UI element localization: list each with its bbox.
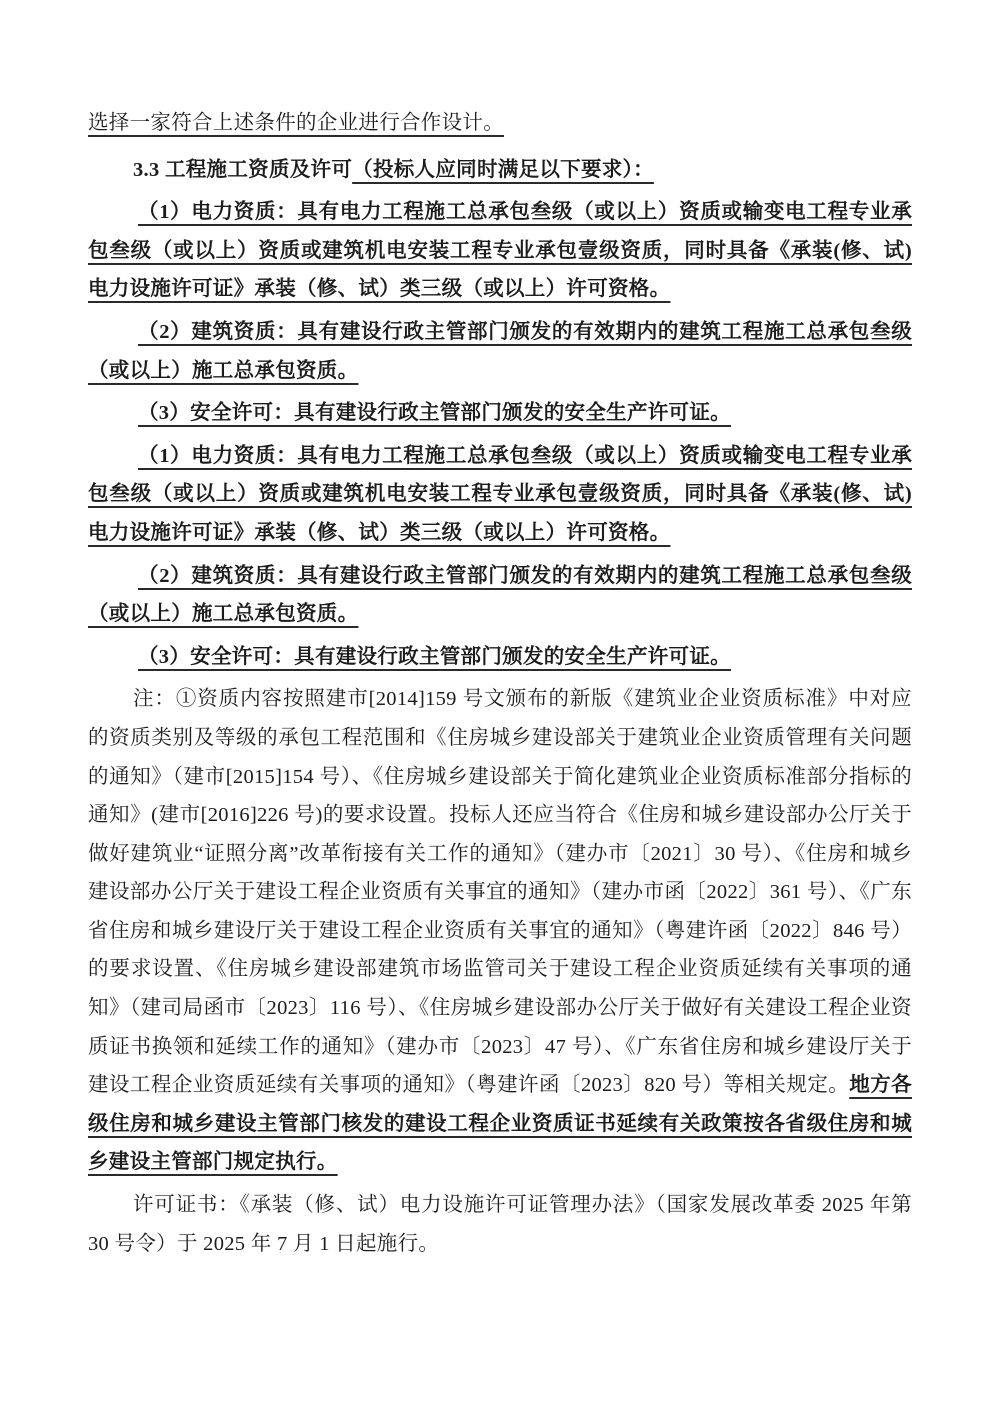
requirement-building-repeat: （2）建筑资质：具有建设行政主管部门颁发的有效期内的建筑工程施工总承包叁级（或以上）施工总承包资质。 — [88, 564, 912, 626]
section-heading — [88, 151, 912, 190]
note-body-text: 注：①资质内容按照建市[2014]159 号文颁布的新版《建筑业企业资质标准》中对应的资质类别及等级的承包工程范围和《住房城乡建设部关于建筑业企业资质管理有关问题的通知》（建市[2015]154 号）、《住房城乡建设部关于简化建筑业企业资质标准部分指标的通知》(建市[2016]226 号)的要求设置。投标人还应当符合《住房和城乡建设部办公厅关于做好建筑业“证照分离”改革衔接有关工作的通知》（建办市〔2021〕30 号）、《住房和城乡建设部办公厅关于建设工程企业资质有关事宜的通知》（建办市函〔2022〕361 号）、《广东省住房和城乡建设厅关于建设工程企业资质有关事宜的通知》（粤建许函〔2022〕846 号）的要求设置、《住房城乡建设部建筑市场监管司关于建设工程企业资质延续有关事项的通知》（建司局函市〔2023〕116 号）、《住房城乡建设部办公厅关于做好有关建设工程企业资质证书换领和延续工作的通知》（建办市〔2023〕47 号）、《广东省住房和城乡建设厅关于建设工程企业资质延续有关事项的通知》（粤建许函〔2023〕820 号）等相关规定。 — [88, 688, 912, 1097]
section-heading-title: 3.3 工程施工资质及许可 — [133, 158, 353, 181]
requirement-power-repeat: （1）电力资质：具有电力工程施工总承包叁级（或以上）资质或输变电工程专业承包叁级（或以上）资质或建筑机电安装工程专业承包壹级资质，同时具备《承装(修、试)电力设施许可证》承装（修、试）类三级（或以上）许可资格。 — [88, 444, 912, 544]
requirement-power-first: （1）电力资质：具有电力工程施工总承包叁级（或以上）资质或输变电工程专业承包叁级（或以上）资质或建筑机电安装工程专业承包壹级资质，同时具备《承装(修、试)电力设施许可证》承装（修、试）类三级（或以上）许可资格。 — [88, 201, 912, 301]
section-heading-requirement-note: （投标人应同时满足以下要求）： — [352, 158, 654, 181]
note-paragraph — [88, 680, 912, 1182]
license-paragraph: 许可证书：《承装（修、试）电力设施许可证管理办法》（国家发展改革委 2025 年第 30 号令）于 2025 年 7 月 1 日起施行。 — [88, 1194, 912, 1255]
requirement-building-first: （2）建筑资质：具有建设行政主管部门颁发的有效期内的建筑工程施工总承包叁级（或以上）施工总承包资质。 — [88, 320, 912, 382]
requirement-safety-first: （3）安全许可：具有建设行政主管部门颁发的安全生产许可证。 — [138, 402, 731, 425]
note-policy-bold-text: 地方各级住房和城乡建设主管部门核发的建设工程企业资质证书延续有关政策按各省级住房和城乡建设主管部门规定执行。 — [88, 1074, 912, 1174]
requirement-safety-repeat: （3）安全许可：具有建设行政主管部门颁发的安全生产许可证。 — [138, 645, 731, 668]
intro-paragraph: 选择一家符合上述条件的企业进行合作设计。 — [88, 112, 504, 134]
